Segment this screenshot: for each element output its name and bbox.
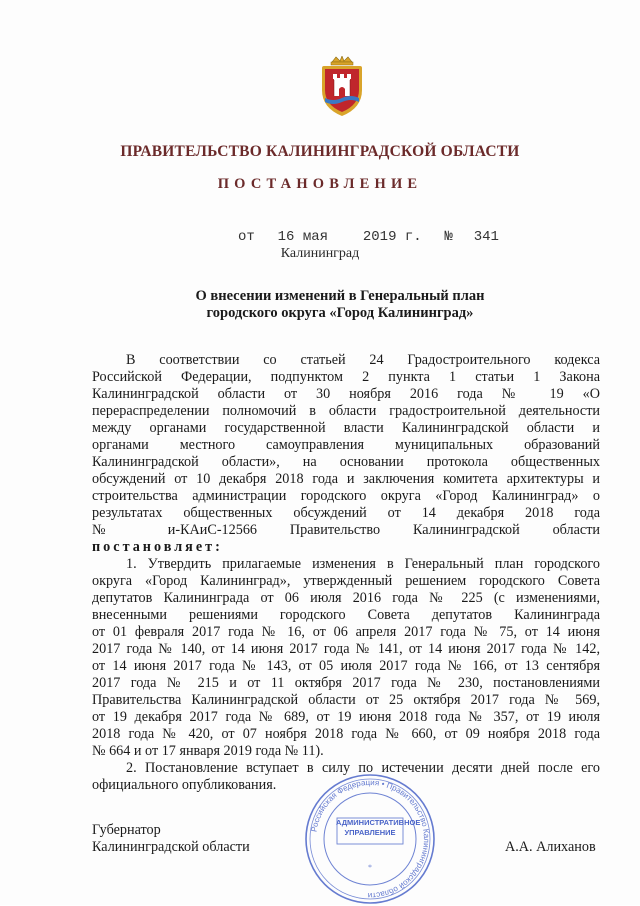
body-line: официального опубликования. <box>92 777 277 793</box>
coat-of-arms-icon <box>318 56 366 118</box>
signer-position-line: Губернатор <box>92 822 161 838</box>
body-line: между органами государственной власти Калининградской области и <box>92 420 600 436</box>
official-seal-icon <box>303 772 437 906</box>
body-line: от 14 июня 2017 года № 143, от 05 июля 2017 года № 166, от 13 сентября <box>92 658 600 674</box>
body-line: Калининградской области», на основании протокола общественных <box>92 454 600 470</box>
subject-line: городского округа «Город Калининград» <box>206 305 474 321</box>
body-line: № 664 и от 17 января 2019 года № 11). <box>92 743 324 759</box>
body-line: 1. Утвердить прилагаемые изменения в Генеральный план городского <box>126 556 600 572</box>
body-line: № и-КАиС-12566 Правительство Калининградской области <box>92 522 600 538</box>
svg-text:*: * <box>368 863 372 872</box>
body-line: от 01 февраля 2017 года № 16, от 06 апреля 2017 года № 75, от 14 июня <box>92 624 600 640</box>
number-label: № <box>444 229 453 245</box>
body-line: Правительства Калининградской области от 25 октября 2017 года № 569, <box>92 692 600 708</box>
date-prefix: от <box>238 229 255 245</box>
body-line: от 19 декабря 2017 года № 689, от 19 июня 2018 года № 357, от 19 июля <box>92 709 600 725</box>
body-line: В соответствии со статьей 24 Градостроительного кодекса <box>126 352 600 368</box>
body-line: 2. Постановление вступает в силу по истечении десяти дней после его <box>126 760 600 776</box>
signer-name: А.А. Алиханов <box>505 839 596 855</box>
subject-line: О внесении изменений в Генеральный план <box>195 288 485 304</box>
seal-center-line: АДМИНИСТРАТИВНОЕ <box>336 818 421 827</box>
date-number-line <box>238 229 499 245</box>
body-line: перераспределении полномочий в области градостроительной деятельности <box>92 403 600 419</box>
government-title: ПРАВИТЕЛЬСТВО КАЛИНИНГРАДСКОЙ ОБЛАСТИ <box>120 143 520 160</box>
body-line: 2017 года № 140, от 14 июня 2017 года № 141, от 14 июня 2017 года № 142, <box>92 641 600 657</box>
seal-center-text <box>336 818 421 838</box>
date-day-month: 16 мая <box>277 229 329 245</box>
document-type: ПОСТАНОВЛЕНИЕ <box>217 176 423 192</box>
seal-center-line: УПРАВЛЕНИЕ <box>344 828 396 837</box>
body-line: Калининградской области от 30 ноября 2016 года № 19 «О <box>92 386 600 402</box>
seal-ring-text: Российская Федерация • Правительство Калининградской области <box>309 777 432 901</box>
body-line: депутатов Калининграда от 06 июля 2016 года № 225 (с изменениями, <box>92 590 600 606</box>
date-year: 2019 г. <box>362 229 422 245</box>
body-line: 2017 года № 215 и от 11 октября 2017 года № 230, постановлениями <box>92 675 600 691</box>
city: Калининград <box>280 246 360 261</box>
signer-position <box>92 822 250 856</box>
document-number: 341 <box>473 229 499 245</box>
body-line: результатах общественных обсуждений от 14 декабря 2018 года <box>92 505 600 521</box>
body-line: внесенными решениями городского Совета депутатов Калининграда <box>92 607 600 623</box>
document-subject <box>150 288 530 322</box>
body-line: Российской Федерации, подпунктом 2 пункта 1 статьи 1 Закона <box>92 369 600 385</box>
body-line: строительства администрации городского округа «Город Калининград» о <box>92 488 600 504</box>
body-line: органами местного самоуправления муниципальных образований <box>92 437 600 453</box>
body-line: обсуждений от 10 декабря 2018 года и заключения комитета архитектуры и <box>92 471 600 487</box>
body-line: 2018 года № 420, от 07 ноября 2018 года № 660, от 09 ноября 2018 года <box>92 726 600 742</box>
resolves-word: постановляет: <box>92 539 223 555</box>
signer-position-line: Калининградской области <box>92 839 250 855</box>
body-line: округа «Город Калининград», утвержденный решением городского Совета <box>92 573 600 589</box>
